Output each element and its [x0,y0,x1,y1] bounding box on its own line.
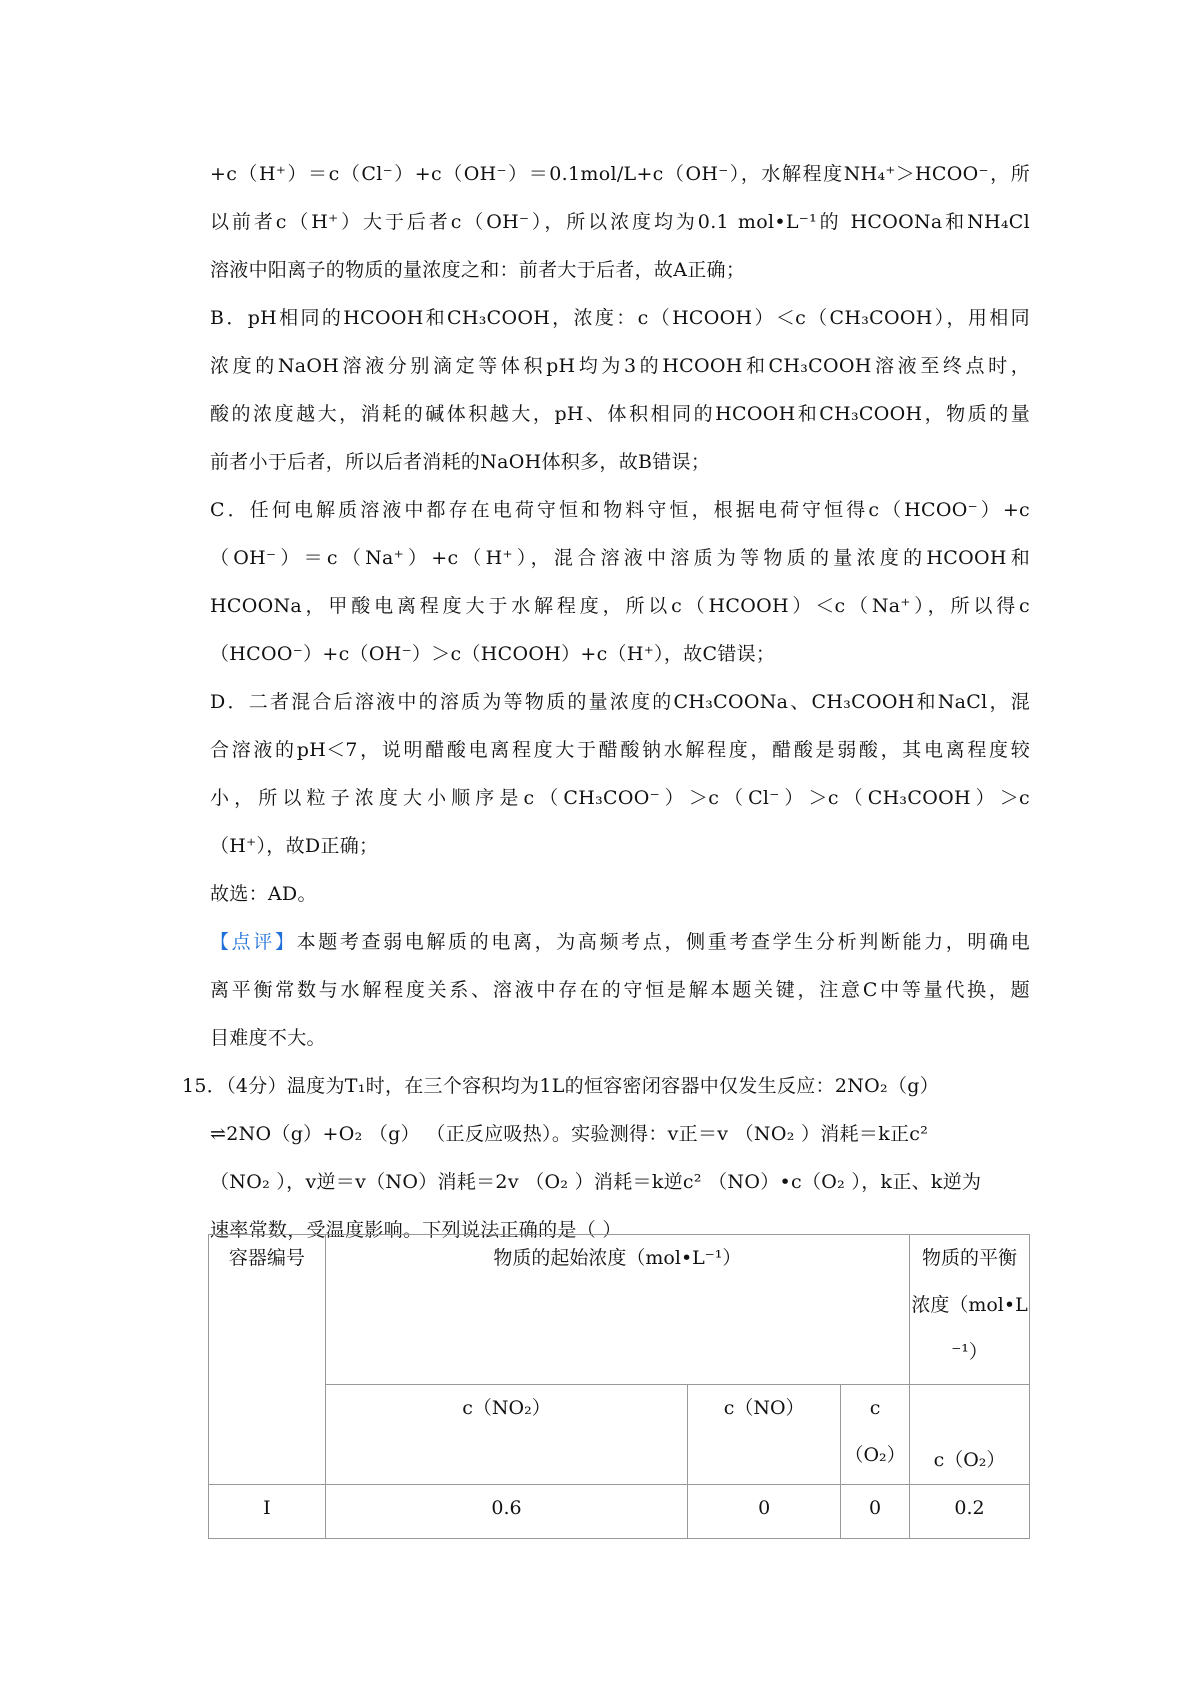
table-subheader-row [209,1385,1030,1485]
text-line: 合溶液的pH＜7，说明醋酸电离程度大于醋酸钠水解程度，醋酸是弱酸，其电离程度较 [210,739,1030,761]
table-row [209,1485,1030,1539]
comment-line [210,918,1030,966]
concentration-table [208,1234,1030,1539]
comment-tag: 【点评】 [210,931,297,953]
header-container-id: 容器编号 [209,1235,326,1485]
col-header-no2: c（NO₂） [325,1385,687,1485]
text-line: （HCOO⁻）+c（OH⁻）＞c（HCOOH）+c（H⁺），故C错误； [210,643,776,665]
text-line: （H⁺），故D正确； [210,835,379,857]
table-header-row [209,1235,1030,1385]
text-line: B．pH相同的HCOOH和CH₃COOH，浓度：c（HCOOH）＜c（CH₃COOH），用相同 [210,307,1030,329]
comment-line: 离平衡常数与水解程度关系、溶液中存在的守恒是解本题关键，注意C中等量代换，题 [210,979,1030,1001]
header-initial-concentration: 物质的起始浓度（mol•L⁻¹） [325,1235,909,1385]
text-line: （OH⁻）＝c（Na⁺）+c（H⁺），混合溶液中溶质为等物质的量浓度的HCOOH和 [210,547,1030,569]
text-line: 以前者c（H⁺）大于后者c（OH⁻），所以浓度均为0.1 mol•L⁻¹的 HCOONa和NH₄Cl [210,211,1030,233]
text-line: D．二者混合后溶液中的溶质为等物质的量浓度的CH₃COONa、CH₃COOH和NaCl，混 [210,691,1030,713]
text-line: C．任何电解质溶液中都存在电荷守恒和物料守恒，根据电荷守恒得c（HCOO⁻）+c [210,499,1030,521]
text-line: 前者小于后者，所以后者消耗的NaOH体积多，故B错误； [210,451,711,473]
comment-line: 目难度不大。 [210,1027,326,1049]
cell-o2: 0 [841,1485,910,1539]
header-equilibrium-concentration: 物质的平衡 浓度（mol•L ⁻¹） [910,1235,1030,1385]
text-line: +c（H⁺）＝c（Cl⁻）+c（OH⁻）＝0.1mol/L+c（OH⁻），水解程度NH₄⁺＞HCOO⁻，所 [210,163,1030,185]
cell-no2: 0.6 [325,1485,687,1539]
question-stem-line: 15．（4分）温度为T₁时，在三个容积均为1L的恒容密闭容器中仅发生反应：2NO₂（g） [182,1075,940,1097]
cell-no: 0 [688,1485,841,1539]
question-stem-line: 速率常数，受温度影响。下列说法正确的是（ ） [210,1219,622,1241]
question-stem-line: （NO₂ ），v逆＝v（NO）消耗＝2v （O₂ ）消耗＝k逆c² （NO）•c（O₂ ），k正、k逆为 [210,1171,982,1193]
text-line: 小，所以粒子浓度大小顺序是c（CH₃COO⁻）＞c（Cl⁻）＞c（CH₃COOH）＞c [210,787,1030,809]
text-line: 溶液中阳离子的物质的量浓度之和：前者大于后者，故A正确； [210,259,746,281]
text-line: 故选：AD。 [210,883,317,905]
col-header-eq-o2: c（O₂） [910,1385,1030,1485]
solution-text [182,150,1030,1254]
text-line: 酸的浓度越大，消耗的碱体积越大，pH、体积相同的HCOOH和CH₃COOH，物质的量 [210,403,1030,425]
col-header-o2: c （O₂） [841,1385,910,1485]
text-line: 浓度的NaOH溶液分别滴定等体积pH均为3的HCOOH和CH₃COOH溶液至终点时， [210,355,1030,377]
cell-container-id: Ⅰ [209,1485,326,1539]
comment-text: 本题考查弱电解质的电离，为高频考点，侧重考查学生分析判断能力，明确电 [296,931,1030,953]
cell-eq-o2: 0.2 [910,1485,1030,1539]
question-stem-line: ⇌2NO（g）+O₂ （g） （正反应吸热）。实验测得：v正＝v （NO₂ ）消耗＝k正c² [210,1123,929,1145]
text-line: HCOONa，甲酸电离程度大于水解程度，所以c（HCOOH）＜c（Na⁺），所以得c [210,595,1030,617]
col-header-no: c（NO） [688,1385,841,1485]
